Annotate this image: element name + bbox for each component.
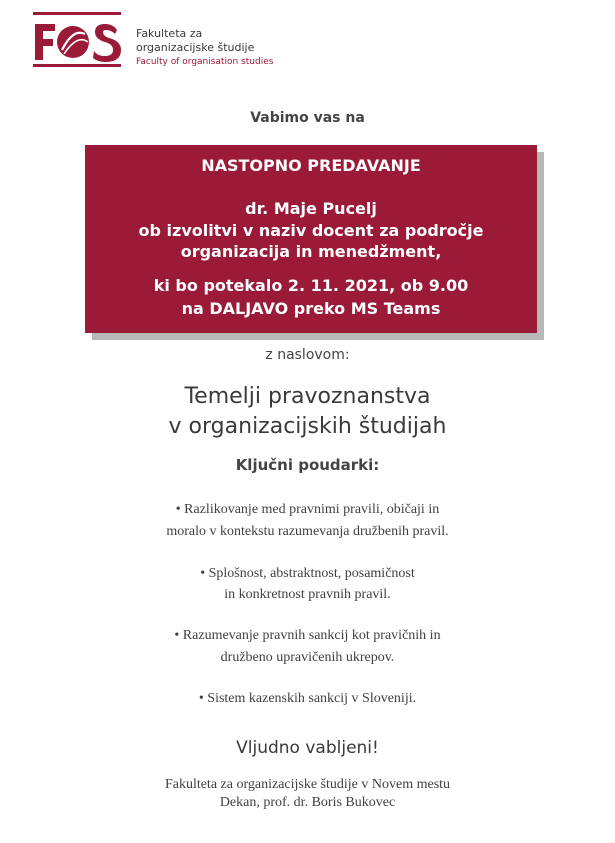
logo-name-line2: organizacijske študije [136, 41, 255, 54]
lecture-banner [85, 145, 537, 333]
key-point-1-line1: • Razlikovanje med pravnimi pravili, običaji in [175, 502, 440, 517]
lecture-title-line2: v organizacijskih študijah [168, 414, 447, 439]
invitation-intro: Vabimo vas na [250, 110, 365, 126]
date-time-line: ki bo potekalo 2. 11. 2021, ob 9.00 [153, 276, 469, 295]
key-point-2-line2: in konkretnost pravnih pravil. [224, 587, 391, 602]
logo-bottom-rule [33, 64, 121, 67]
banner-title: NASTOPNO PREDAVANJE [201, 156, 421, 175]
closing-greeting: Vljudno vabljeni! [236, 738, 379, 758]
logo-text [136, 27, 273, 69]
key-point-4-line1: • Sistem kazenskih sankcij v Sloveniji. [198, 691, 417, 706]
lecturer-name: dr. Maje Pucelj [245, 199, 377, 218]
location-line: na DALJAVO preko MS Teams [181, 299, 441, 318]
field-line: organizacija in menedžment, [180, 242, 442, 261]
lecture-title-line1: Temelji pravoznanstva [184, 384, 431, 409]
signature-dean: Dekan, prof. dr. Boris Bukovec [219, 795, 396, 810]
logo-name-line1: Fakulteta za [136, 27, 203, 40]
signature-institution: Fakulteta za organizacijske študije v Novem mestu [164, 777, 451, 792]
fos-logo [33, 12, 278, 72]
key-point-3-line1: • Razumevanje pravnih sankcij kot pravičnih in [174, 628, 441, 643]
key-point-1-line2: moralo v kontekstu razumevanja družbenih pravil. [166, 524, 449, 539]
fos-logo-mark [33, 20, 123, 64]
title-intro: z naslovom: [265, 347, 350, 363]
key-points-heading: Ključni poudarki: [235, 456, 380, 474]
election-line: ob izvolitvi v naziv docent za področje [138, 221, 484, 240]
key-point-3-line2: družbeno upravičenih ukrepov. [220, 650, 395, 665]
logo-top-rule [33, 12, 121, 15]
logo-english-name: Faculty of organisation studies [136, 57, 274, 67]
key-point-2-line1: • Splošnost, abstraktnost, posamičnost [200, 566, 415, 581]
